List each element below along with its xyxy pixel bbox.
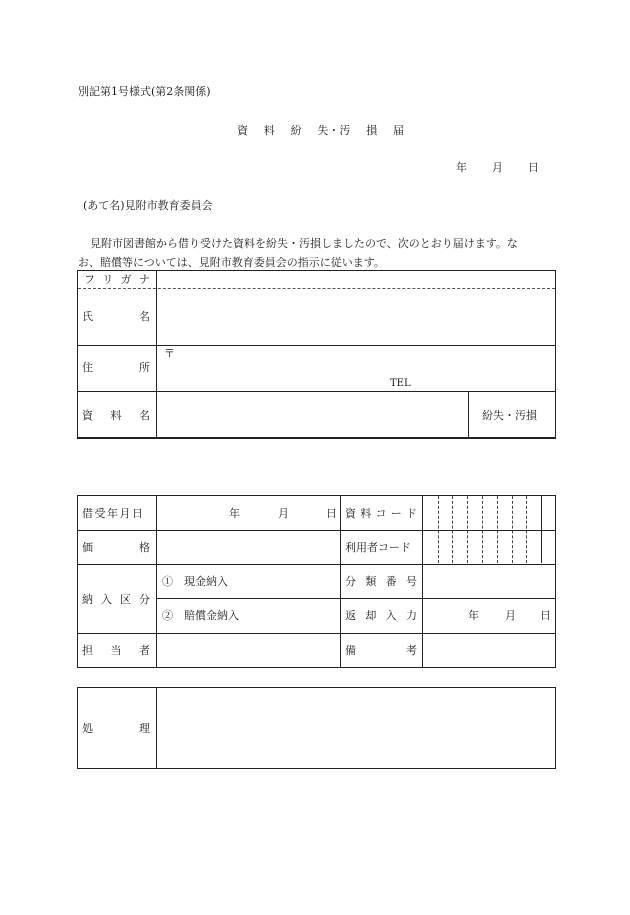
classification-number-label: 分 類 番 号 bbox=[345, 575, 417, 588]
item-name-field[interactable] bbox=[157, 392, 468, 438]
form-title: 資 料 紛 失・汚 損 届 bbox=[237, 124, 404, 137]
remarks-label: 備 考 bbox=[345, 644, 417, 657]
remarks-field[interactable] bbox=[423, 634, 555, 667]
body-text-line2: お、賠償等については、見附市教育委員会の指示に従います。 bbox=[78, 256, 385, 269]
tel-label: TEL bbox=[390, 378, 411, 389]
item-name-label: 資 料 名 bbox=[82, 409, 150, 422]
addressee: (あて名)見附市教育委員会 bbox=[83, 199, 213, 212]
furigana-label: フ リ ガ ナ bbox=[84, 273, 150, 286]
postal-mark: 〒 bbox=[164, 347, 175, 360]
form-id: 別記第1号様式(第2条関係) bbox=[78, 85, 211, 98]
borrow-date-label: 借受年月日 bbox=[82, 507, 145, 520]
processing-label: 処 理 bbox=[82, 722, 150, 735]
payment-option-cash[interactable]: ① 現金納入 bbox=[162, 575, 228, 588]
furigana-field[interactable] bbox=[157, 271, 555, 288]
address-field[interactable] bbox=[157, 346, 555, 391]
price-field[interactable] bbox=[157, 531, 340, 564]
name-field[interactable] bbox=[157, 289, 555, 345]
material-code-label: 資 料 コ ー ド bbox=[345, 507, 417, 520]
price-label: 価 格 bbox=[82, 541, 150, 554]
loss-damage-option[interactable]: 紛失・汚損 bbox=[482, 409, 537, 422]
processing-field[interactable] bbox=[157, 688, 555, 768]
staff-label: 担 当 者 bbox=[82, 644, 150, 657]
return-input-label: 返 却 入 力 bbox=[345, 609, 417, 622]
user-code-label: 利用者コード bbox=[345, 541, 411, 554]
body-text-line1: 見附市図書館から借り受けた資料を紛失・汚損しましたので、次のとおり届けます。な bbox=[90, 237, 518, 250]
name-label: 氏 名 bbox=[82, 310, 150, 323]
payment-type-label: 納 入 区 分 bbox=[82, 593, 150, 606]
staff-field[interactable] bbox=[157, 634, 340, 667]
payment-option-compensation[interactable]: ② 賠償金納入 bbox=[162, 609, 239, 622]
address-label: 住 所 bbox=[82, 361, 150, 374]
classification-number-field[interactable] bbox=[423, 565, 555, 598]
